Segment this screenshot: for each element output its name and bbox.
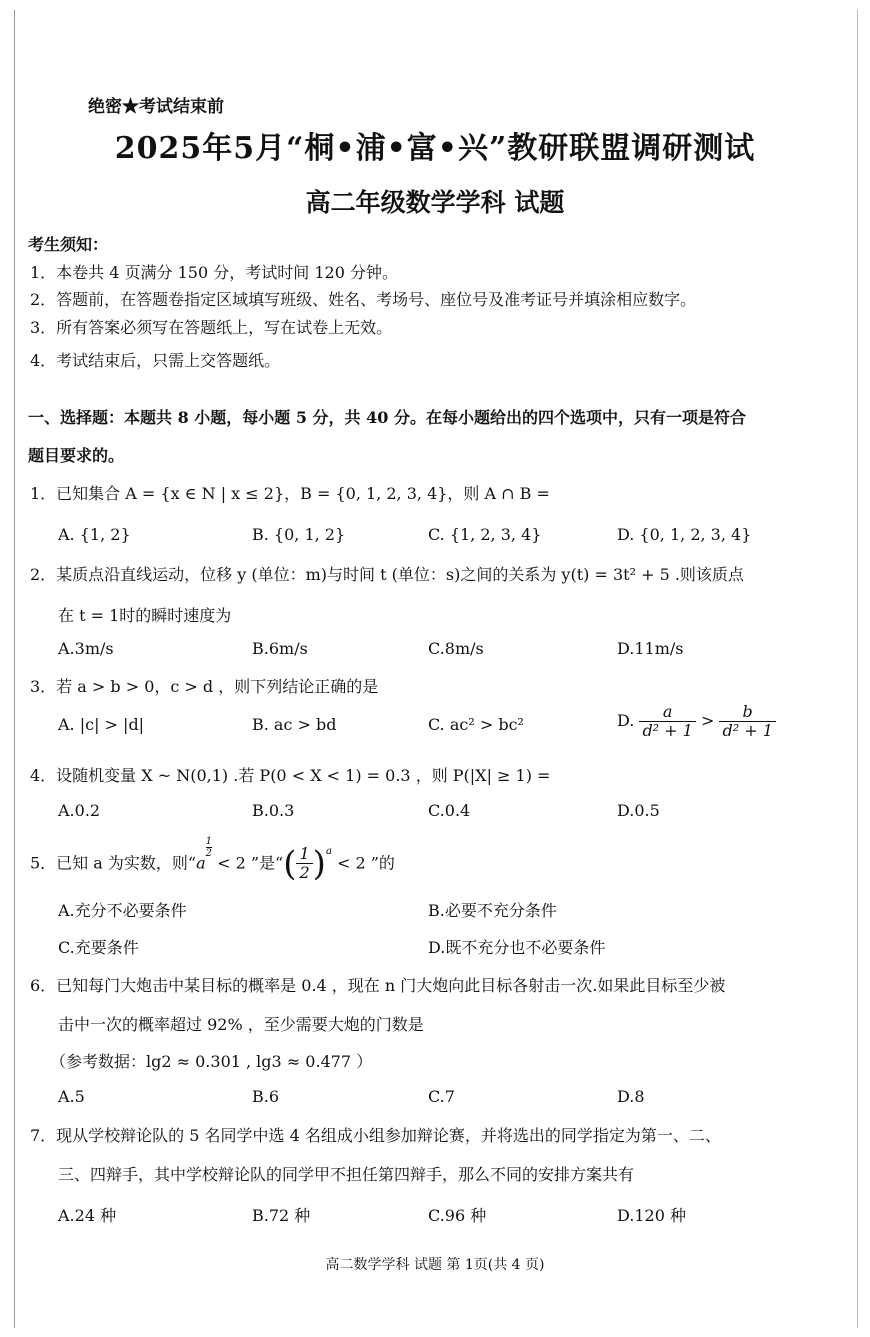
q1-option-c: C. {1, 2, 3, 4} bbox=[428, 525, 542, 544]
q1-option-a: A. {1, 2} bbox=[58, 525, 131, 544]
q5-condition-2: < 2 ”的 bbox=[331, 853, 395, 873]
q2-option-d: D.11m/s bbox=[617, 639, 684, 658]
q4-option-b: B.0.3 bbox=[252, 801, 295, 820]
q3-option-b: B. ac > bd bbox=[252, 715, 337, 734]
section-heading-line1: 一、选择题：本题共 8 小题，每小题 5 分，共 40 分。在每小题给出的四个选项中，只有一项是符合 bbox=[28, 408, 746, 427]
q3-option-d-fraction-b bbox=[719, 703, 775, 740]
left-paren: ( bbox=[283, 843, 297, 884]
q5-exponent-a: a bbox=[325, 846, 332, 857]
question-1-stem: 1．已知集合 A = {x ∈ N | x ≤ 2}，B = {0, 1, 2, 3, 4}，则 A ∩ B = bbox=[30, 484, 550, 503]
question-2-stem-cont: 在 t = 1时的瞬时速度为 bbox=[58, 606, 232, 625]
q6-option-a: A.5 bbox=[58, 1087, 85, 1106]
q1-option-b: B. {0, 1, 2} bbox=[252, 525, 346, 544]
exponent-numerator: 1 bbox=[205, 836, 212, 847]
question-7-stem: 7．现从学校辩论队的 5 名同学中选 4 名组成小组参加辩论赛，并将选出的同学指定为第一、二、 bbox=[30, 1126, 721, 1145]
q5-base: a bbox=[196, 853, 206, 873]
fraction-numerator: a bbox=[639, 703, 695, 722]
q4-option-c: C.0.4 bbox=[428, 801, 471, 820]
q3-option-c: C. ac² > bc² bbox=[428, 715, 524, 734]
section-heading-line2: 题目要求的。 bbox=[28, 446, 125, 465]
q7-option-a: A.24 种 bbox=[58, 1206, 117, 1225]
q3-option-a: A. |c| > |d| bbox=[58, 715, 145, 734]
q5-half-fraction bbox=[296, 845, 312, 882]
q5-option-d: D.既不充分也不必要条件 bbox=[428, 938, 606, 957]
greater-than-sign: > bbox=[700, 711, 715, 730]
q3-option-d-label: D. bbox=[617, 711, 635, 730]
confidential-label: 绝密★考试结束前 bbox=[88, 97, 224, 117]
q7-option-b: B.72 种 bbox=[252, 1206, 311, 1225]
q2-option-b: B.6m/s bbox=[252, 639, 308, 658]
fraction-denominator: d² + 1 bbox=[642, 721, 693, 740]
exam-subtitle: 高二年级数学学科 试题 bbox=[305, 188, 565, 217]
question-6-stem: 6．已知每门大炮击中某目标的概率是 0.4 ，现在 n 门大炮向此目标各射击一次.如果此目标至少被 bbox=[30, 976, 726, 995]
fraction-denominator: d² + 1 bbox=[722, 721, 773, 740]
question-3-stem: 3．若 a > b > 0，c > d ，则下列结论正确的是 bbox=[30, 677, 379, 696]
page-footer: 高二数学学科 试题 第 1页(共 4 页) bbox=[325, 1257, 545, 1273]
q5-option-c: C.充要条件 bbox=[58, 938, 139, 957]
q6-option-b: B.6 bbox=[252, 1087, 280, 1106]
notice-item: 2．答题前，在答题卷指定区域填写班级、姓名、考场号、座位号及准考证号并填涂相应数字。 bbox=[30, 290, 697, 309]
q5-stem-prefix: 5．已知 a 为实数，则“ bbox=[30, 853, 197, 873]
q4-option-a: A.0.2 bbox=[58, 801, 101, 820]
notice-item: 4．考试结束后，只需上交答题纸。 bbox=[30, 351, 281, 370]
question-2-stem: 2．某质点沿直线运动，位移 y (单位：m)与时间 t (单位：s)之间的关系为 y(t) = 3t² + 5 .则该质点 bbox=[30, 565, 744, 584]
question-5-stem bbox=[30, 838, 395, 885]
exponent-denominator: 2 bbox=[205, 848, 212, 859]
question-4-stem: 4．设随机变量 X ~ N(0,1) .若 P(0 < X < 1) = 0.3 ，则 P(|X| ≥ 1) = bbox=[30, 766, 551, 785]
q6-option-c: C.7 bbox=[428, 1087, 455, 1106]
q1-option-d: D. {0, 1, 2, 3, 4} bbox=[617, 525, 752, 544]
q2-option-c: C.8m/s bbox=[428, 639, 484, 658]
q6-option-d: D.8 bbox=[617, 1087, 645, 1106]
notice-heading: 考生须知： bbox=[28, 235, 109, 254]
fraction-denominator: 2 bbox=[299, 863, 310, 883]
question-7-stem-cont: 三、四辩手，其中学校辩论队的同学甲不担任第四辩手，那么不同的安排方案共有 bbox=[58, 1165, 635, 1184]
q5-condition-1: < 2 ”是“ bbox=[212, 853, 284, 873]
right-paren: ) bbox=[312, 843, 326, 884]
q3-option-d-fraction-a bbox=[639, 703, 695, 740]
notice-item: 1．本卷共 4 页满分 150 分，考试时间 120 分钟。 bbox=[30, 263, 398, 282]
notice-item: 3．所有答案必须写在答题纸上，写在试卷上无效。 bbox=[30, 318, 393, 337]
exam-title: 2025年5月“桐•浦•富•兴”教研联盟调研测试 bbox=[114, 131, 756, 166]
q5-option-a: A.充分不必要条件 bbox=[58, 901, 187, 920]
fraction-numerator: 1 bbox=[296, 845, 312, 864]
question-6-stem-cont: 击中一次的概率超过 92% ，至少需要大炮的门数是 bbox=[58, 1015, 424, 1034]
q5-option-b: B.必要不充分条件 bbox=[428, 901, 557, 920]
question-6-reference: （参考数据：lg2 ≈ 0.301 , lg3 ≈ 0.477 ） bbox=[50, 1052, 373, 1071]
q7-option-c: C.96 种 bbox=[428, 1206, 487, 1225]
fraction-numerator: b bbox=[719, 703, 775, 722]
q2-option-a: A.3m/s bbox=[58, 639, 114, 658]
q4-option-d: D.0.5 bbox=[617, 801, 660, 820]
q5-exponent-fraction bbox=[206, 836, 212, 859]
q7-option-d: D.120 种 bbox=[617, 1206, 686, 1225]
q3-option-d bbox=[617, 703, 776, 740]
